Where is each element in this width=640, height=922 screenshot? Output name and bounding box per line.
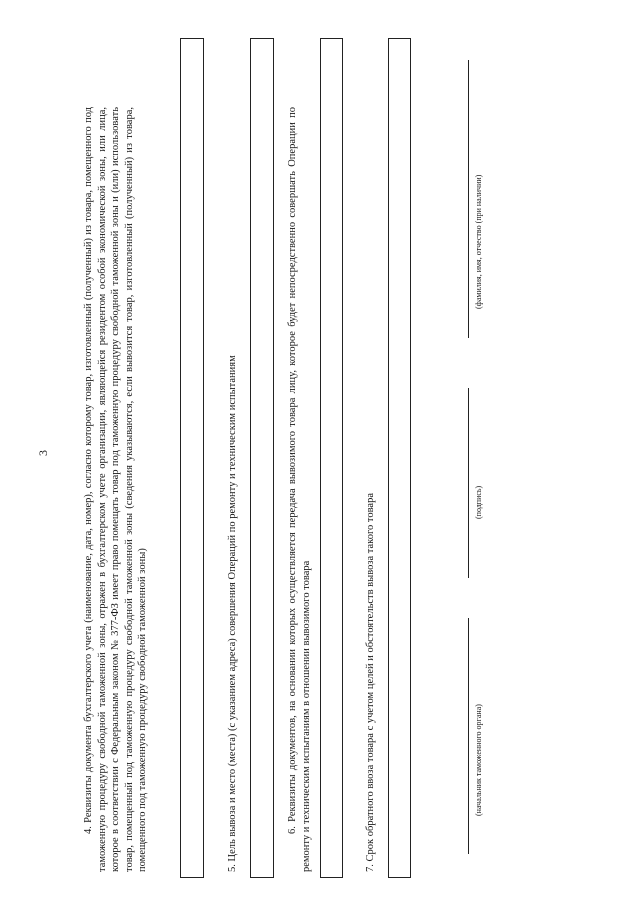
section-4-paragraph [82, 107, 150, 872]
section-4-text: 4. Реквизиты документа бухгалтерского учета (наименование, дата, номер), согласно которому товар, изготовленный (полученный) из товара, помещенного под таможенную процедуру свободной таможенной зоны, отражен в бухгалтерском учете организации, являющейся резидентом особой экономической зоны, или лица, которое в соответствии с Федеральным законом № 377-ФЗ имеет право помещать товар под таможенную процедуру свободной таможенной зоны и (или) использовать товар, помещенный под таможенную процедуру свободной таможенной зоны (сведения указываются, если вывозится товар, изготовленный (полученный) из товара, помещенного под таможенную процедуру свободной таможенной зоны) [83, 107, 148, 872]
section-6-text: 6. Реквизиты документов, на основании которых осуществляется передача вывозимого товара лицу, которое будет непосредственно совершать Операции по ремонту и техническим испытаниям в отношении вывозимого товара [287, 107, 312, 872]
section-4-field[interactable] [180, 38, 204, 878]
section-7-text: 7. Срок обратного ввоза товара с учетом целей и обстоятельств вывоза такого товара [365, 493, 376, 872]
signature-line [468, 388, 469, 578]
head-name-line [468, 618, 469, 854]
section-5-field[interactable] [250, 38, 274, 878]
section-7-field[interactable] [388, 38, 411, 878]
signature-caption: (подпись) [474, 485, 483, 519]
page-number: 3 [36, 450, 50, 456]
head-caption: (начальник таможенного органа) [474, 704, 483, 816]
section-6-field[interactable] [320, 38, 343, 878]
full-name-caption: (фамилия, имя, отчество (при наличии) [474, 174, 483, 309]
section-5-text: 5. Цель вывоза и место (места) (с указанием адреса) совершения Операций по ремонту и техническим испытаниям [227, 355, 238, 872]
full-name-line [468, 60, 469, 338]
section-6-paragraph [286, 107, 313, 872]
